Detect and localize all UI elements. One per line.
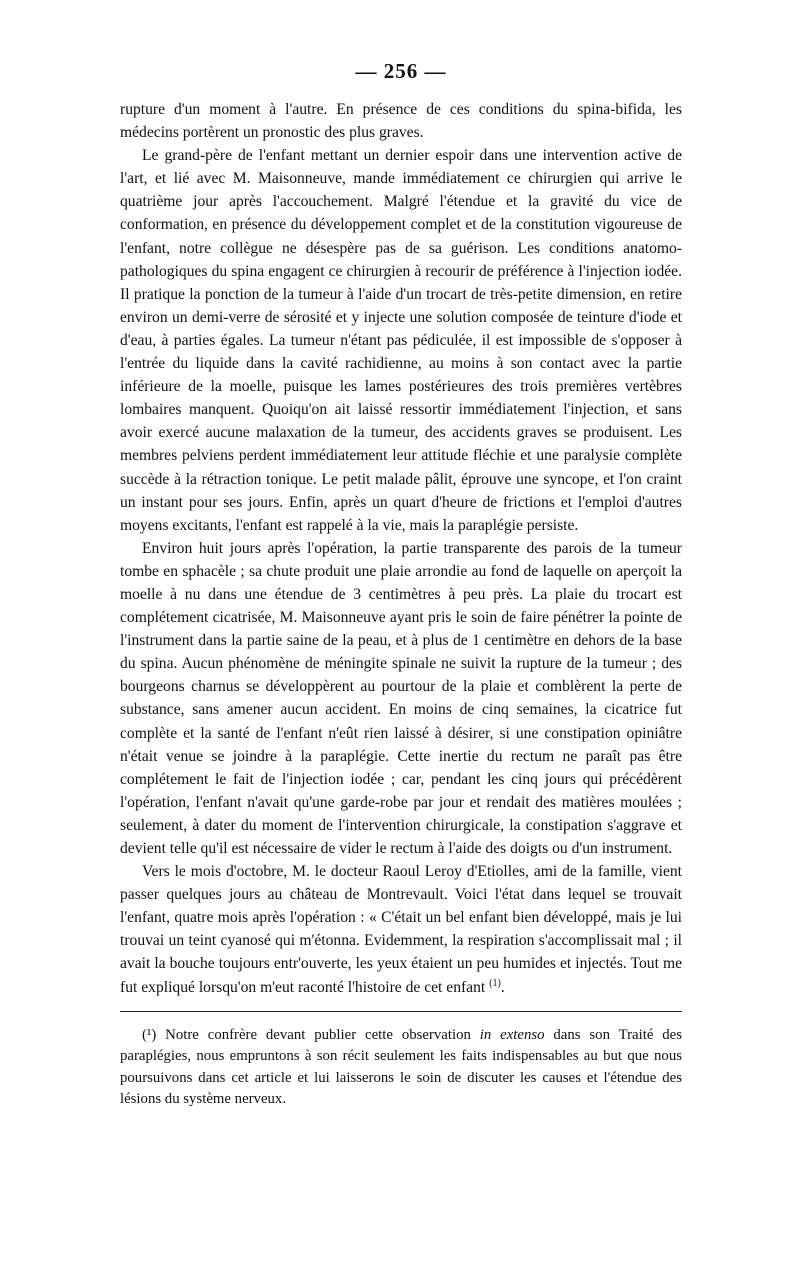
- footnote: [120, 1025, 682, 1111]
- footnote-marker: (¹): [142, 1026, 157, 1043]
- body-text: [120, 98, 682, 999]
- footnote-reference: (1): [489, 977, 501, 989]
- paragraph-october-visit-tail: .: [500, 978, 505, 996]
- footnote-text-after: dans son Traité des paraplégies, nous empruntons à son récit seulement les faits indispensables au but que nous poursuivons dans cet article et lui laisserons le soin de discuter les causes et l'étendue des lésions du système nerveux.: [120, 1026, 682, 1108]
- footnote-italic: in extenso: [479, 1026, 545, 1043]
- paragraph-october-visit-text: Vers le mois d'octobre, M. le docteur Raoul Leroy d'Etiolles, ami de la famille, vient passer quelques jours au château de Montrevault. Voici l'état dans lequel se trouvait l'enfant, quatre mois après l'opération : « C'était un bel enfant bien développé, mais je lui trouvai un teint cyanosé qui m'étonna. Evidemment, la respiration s'accomplissait mal ; il avait la bouche toujours entr'ouverte, les yeux étaient un peu humides et injectés. Tout me fut expliqué lorsqu'on m'eut raconté l'histoire de cet enfant: [120, 863, 682, 996]
- footnote-text-before: Notre confrère devant publier cette observation: [156, 1026, 480, 1043]
- paragraph-post-operation: Environ huit jours après l'opération, la partie transparente des parois de la tumeur tombe en sphacèle ; sa chute produit une plaie arrondie au fond de laquelle on aperçoit la moelle à nu dans une étendue de 3 centimètres à peu près. La plaie du trocart est complétement cicatrisée, M. Maisonneuve ayant pris le soin de faire pénétrer la pointe de l'instrument dans la partie saine de la peau, et à plus de 1 centimètre en dehors de la base du spina. Aucun phénomène de méningite spinale ne suivit la rupture de la tumeur ; des bourgeons charnus se développèrent au pourtour de la plaie et comblèrent la perte de substance, sans amener aucun accident. En moins de cinq semaines, la cicatrice fut complète et la santé de l'enfant n'eût rien laissé à désirer, si une constipation opiniâtre n'était venue se joindre à la paraplégie. Cette inertie du rectum ne paraît pas être complétement le fait de l'injection iodée ; car, pendant les cinq jours qui précédèrent l'opération, l'enfant n'avait qu'une garde-robe par jour et rendait des matières moulées ; seulement, à dater du moment de l'intervention chirurgicale, la constipation s'aggrave et devient telle qu'il est nécessaire de vider le rectum à l'aide des doigts ou d'un instrument.: [120, 539, 682, 857]
- footnote-text: [120, 1025, 682, 1111]
- paragraph-continuation: rupture d'un moment à l'autre. En présence de ces conditions du spina-bifida, les médecins portèrent un pronostic des plus graves.: [120, 101, 682, 142]
- paragraph-intervention: Le grand-père de l'enfant mettant un dernier espoir dans une intervention active de l'art, et lié avec M. Maisonneuve, mande immédiatement ce chirurgien qui arrive le quatrième jour après l'accouchement. Malgré l'étendue et la gravité du vice de conformation, en présence du développement complet et de la constitution vigoureuse de l'enfant, notre collègue ne désespère pas de sa guérison. Les conditions anatomo-pathologiques du spina engagent ce chirurgien à recourir de préférence à l'injection iodée. Il pratique la ponction de la tumeur à l'aide d'un trocart de très-petite dimension, en retire environ un demi-verre de sérosité et y injecte une solution composée de teinture d'iode et d'eau, à parties égales. La tumeur n'étant pas pédiculée, il est impossible de s'opposer à l'entrée du liquide dans la cavité rachidienne, au moins à son contact avec la partie inférieure de la moelle, puisque les lames postérieures des trois premières vertèbres lombaires manquent. Quoiqu'on ait laissé ressortir immédiatement l'injection, et sans avoir exercé aucune malaxation de la tumeur, des accidents graves se produisent. Les membres pelviens perdent immédiatement leur attitude fléchie et une paralysie complète succède à la rétraction tonique. Le petit malade pâlit, éprouve une syncope, et l'on craint un instant pour ses jours. Enfin, après un quart d'heure de frictions et l'emploi d'autres moyens excitants, l'enfant est rappelé à la vie, mais la paraplégie persiste.: [120, 147, 682, 534]
- paragraph-october-visit: [120, 860, 682, 999]
- document-page: [120, 58, 682, 1111]
- footnote-divider: [120, 1011, 682, 1012]
- page-number: — 256 —: [355, 59, 447, 83]
